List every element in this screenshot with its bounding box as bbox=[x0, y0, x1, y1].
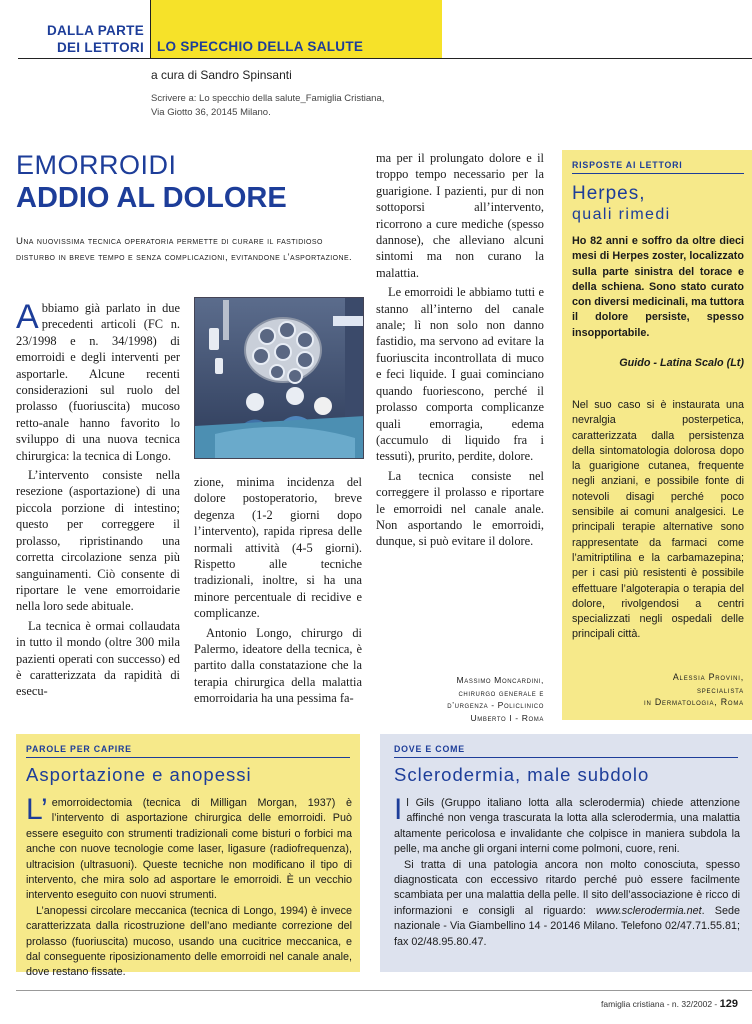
glossary-rule bbox=[26, 757, 350, 758]
where-how-paragraph bbox=[394, 793, 740, 858]
section-label-line1: DALLA PARTE bbox=[46, 23, 144, 38]
signature-line: d’urgenza - Policlinico bbox=[447, 700, 544, 710]
paragraph-text: emorroidectomia (tecnica di Milligan Morgan, 1937) è l’intervento di asportazione chirurgica delle emorroidi. Può essere eseguito con strumenti tradizionali come bisturi o forbici ma anche con nuove tecnologie come laser, ligasure (radiofrequenza), ultracision (ultrasuoni). Queste tecniche non modificano il tipo di intervento, che mira solo ad asportare le emorroidi. È un vecchio intervento eseguito con nuovi strumenti. bbox=[26, 797, 352, 902]
where-how-rule bbox=[394, 757, 738, 758]
where-how-box bbox=[380, 734, 752, 972]
page-footer bbox=[601, 998, 738, 1010]
article-subtitle: Una nuovissima tecnica operatoria permette di curare il fastidioso disturbo in breve tempo e senza complicazioni, evitandone l’asportazione. bbox=[16, 236, 353, 263]
where-how-text bbox=[394, 793, 740, 950]
drop-cap: A bbox=[16, 298, 39, 336]
expert-signature bbox=[572, 671, 744, 709]
where-how-paragraph bbox=[394, 858, 740, 950]
glossary-paragraph bbox=[26, 793, 352, 904]
issue-info: famiglia cristiana - n. 32/2002 - bbox=[601, 999, 718, 1009]
article-title-line1: EMORROIDI bbox=[16, 150, 177, 180]
signature-line: chirurgo generale e bbox=[458, 687, 544, 698]
article-column-1 bbox=[16, 300, 180, 700]
curator-credit: a cura di Sandro Spinsanti bbox=[151, 68, 292, 82]
article-paragraph: Antonio Longo, chirurgo di Palermo, ideatore della tecnica, è partito dalla constatazione che la terapia chirurgica della malattia emorroidaria ha una pessima fa- bbox=[194, 625, 362, 706]
glossary-text bbox=[26, 793, 352, 981]
reader-question: Ho 82 anni e soffro da oltre dieci mesi di Herpes zoster, localizzato sulla parte sinistra del torace e della schiena. Sono stato curato con diversi medicinali, ma tuttora il dolore persiste, spesso insopportabile. bbox=[572, 235, 744, 339]
article-paragraph: Le emorroidi le abbiamo tutti e stanno all’interno del canale anale; lì non solo non danno fastidio, ma servono ad evitare la fuoriuscita incontrollata di muco e feci liquide. I guai cominciano quando fuoriescono, perché il prolasso comporta complicanze quali emorragia, edema (accumulo di liquido fra i tessuti), prurito, perdite, dolore. bbox=[376, 285, 544, 464]
expert-answer bbox=[572, 398, 744, 643]
signature-line: Alessia Provini, bbox=[672, 672, 744, 682]
article-paragraph: zione, minima incidenza del dolore postoperatorio, breve degenza (1-2 giorni dopo l’intervento), rapida ripresa delle normali attività (4-5 giorni). Rispetto alle tecniche tradizionali, inoltre, si ha una minore percentuale di recidive e complicanze. bbox=[194, 475, 362, 621]
column-title: LO SPECCHIO DELLA SALUTE bbox=[157, 39, 364, 54]
article-paragraph: L’intervento consiste nella resezione (asportazione) di una piccola porzione di intestino; questo per correggere il prolasso, ripristinando una corretta circolazione senza più sanguinamenti. Ciò consente di riportare le vene emorroidarie nella loro sede abituale. bbox=[16, 468, 180, 614]
article-paragraph: ma per il prolungato dolore e il troppo tempo necessario per la guarigione. I pazienti, pur di non sottoporsi all’intervento, ricorrono a cure mediche (spesso dannose), che alleviano alcuni sintomi ma non curano la malattia. bbox=[376, 151, 544, 280]
drop-cap: I bbox=[394, 793, 403, 826]
reader-signature: Guido - Latina Scalo (Lt) bbox=[619, 357, 744, 369]
signature-line: Massimo Moncardini, bbox=[456, 675, 544, 685]
surgery-photo bbox=[194, 297, 364, 459]
write-to-line1: Scrivere a: Lo specchio della salute_Famiglia Cristiana, bbox=[151, 93, 385, 104]
footer-rule bbox=[16, 990, 752, 991]
article-paragraph: La tecnica consiste nel correggere il prolasso e riportare le emorroidi nel canale anale. Non asportando le emorroidi, dunque, si può evitare il dolore. bbox=[376, 468, 544, 549]
sidebar-label: RISPOSTE AI LETTORI bbox=[572, 160, 683, 170]
write-to-address bbox=[151, 92, 451, 120]
article-column-2 bbox=[194, 474, 362, 707]
where-how-label: DOVE E COME bbox=[394, 744, 465, 754]
signature-line: Umberto I - Roma bbox=[470, 712, 544, 723]
paragraph-text: . Sede nazionale - Via Giambellino 14 - 20146 Milano. Telefono 02/47.71.55.81; fax 02/48.95.80.47. bbox=[394, 904, 740, 948]
sidebar-rule bbox=[572, 173, 744, 174]
glossary-label: PAROLE PER CAPIRE bbox=[26, 744, 132, 754]
drop-cap: L’ bbox=[26, 793, 48, 826]
paragraph-text: Si tratta di una patologia ancora non molto conosciuta, spesso diagnosticata con eccessivo ritardo perché può essere facilmente scambiata per una malattia della pelle. Il sito dell’associazione è ricco di informazioni e consigli al riguardo: bbox=[394, 858, 740, 917]
article-paragraph bbox=[16, 300, 180, 464]
glossary-title: Asportazione e anopessi bbox=[26, 764, 252, 785]
glossary-box bbox=[16, 734, 360, 979]
header-rule bbox=[18, 58, 752, 59]
answer-paragraph: Nel suo caso si è instaurata una nevralgia posterpetica, caratterizzata dalla persistenza della sintomatologia dolorosa dopo la guarigione cutanea, frequente negli anziani, e possibile fonte di notevoli disagi perché poco sensibile ai comuni analgesici. Le principali terapie alternative sono rappresentate da farmaci come l’amitriptilina e la carbamazepina; per i casi più resistenti è possibile effettuare l’algoterapia o terapia del dolore, rivolgendosi a centri specializzati negli ospedali delle principali città. bbox=[572, 399, 744, 641]
where-how-title: Sclerodermia, male subdolo bbox=[394, 764, 650, 785]
section-label bbox=[22, 0, 150, 58]
glossary-paragraph: L’anopessi circolare meccanica (tecnica di Longo, 1994) è invece caratterizzata dalla ricostruzione dell’ano mediante correzione del prolasso (fuoriuscita) mucoso, usando una cucitrice meccanica, e dal conseguente riposizionamento delle emorroidi nel canale anale, dove restano fissate. bbox=[26, 904, 352, 979]
article-column-3 bbox=[376, 150, 544, 550]
article-author-signature bbox=[376, 674, 544, 724]
paragraph-text: l Gils (Gruppo italiano lotta alla sclerodermia) chiede attenzione affinché non venga trascurata la lotta alla sclerodermia, una malattia altamente pericolosa e invalidante che colpisce in maniera subdola la pelle, ma anche gli organi interni come polmoni, cuore, reni. bbox=[394, 797, 740, 856]
article-title-line2: ADDIO AL DOLORE bbox=[16, 182, 287, 214]
paragraph-text: bbiamo già parlato in due precedenti articoli (FC n. 23/1998 e n. 34/1998) di emorroidi e degli interventi per asportarle. Alcune recenti considerazioni sul ruolo del prolasso (fuoriuscita) mucoso retto-anale hanno favorito lo sviluppo di una nuova tecnica chirurgica: la tecnica di Longo. bbox=[16, 301, 180, 463]
signature-line: specialista bbox=[696, 684, 744, 695]
write-to-line2: Via Giotto 36, 20145 Milano. bbox=[151, 107, 271, 118]
page-number: 129 bbox=[719, 998, 738, 1010]
article-paragraph: La tecnica è ormai collaudata in tutto il mondo (oltre 300 mila pazienti operati con successo) ed è caratterizzata da rapidità di esecu- bbox=[16, 618, 180, 699]
sidebar-title-line2: quali rimedi bbox=[572, 206, 671, 223]
column-title-band bbox=[151, 0, 442, 58]
signature-line: in Dermatologia, Roma bbox=[644, 697, 744, 707]
website-link[interactable]: www.sclerodermia.net bbox=[596, 904, 702, 917]
section-label-line2: DEI LETTORI bbox=[56, 40, 144, 55]
sidebar-title-line1: Herpes, bbox=[572, 183, 646, 204]
operating-room-illustration bbox=[195, 298, 364, 459]
